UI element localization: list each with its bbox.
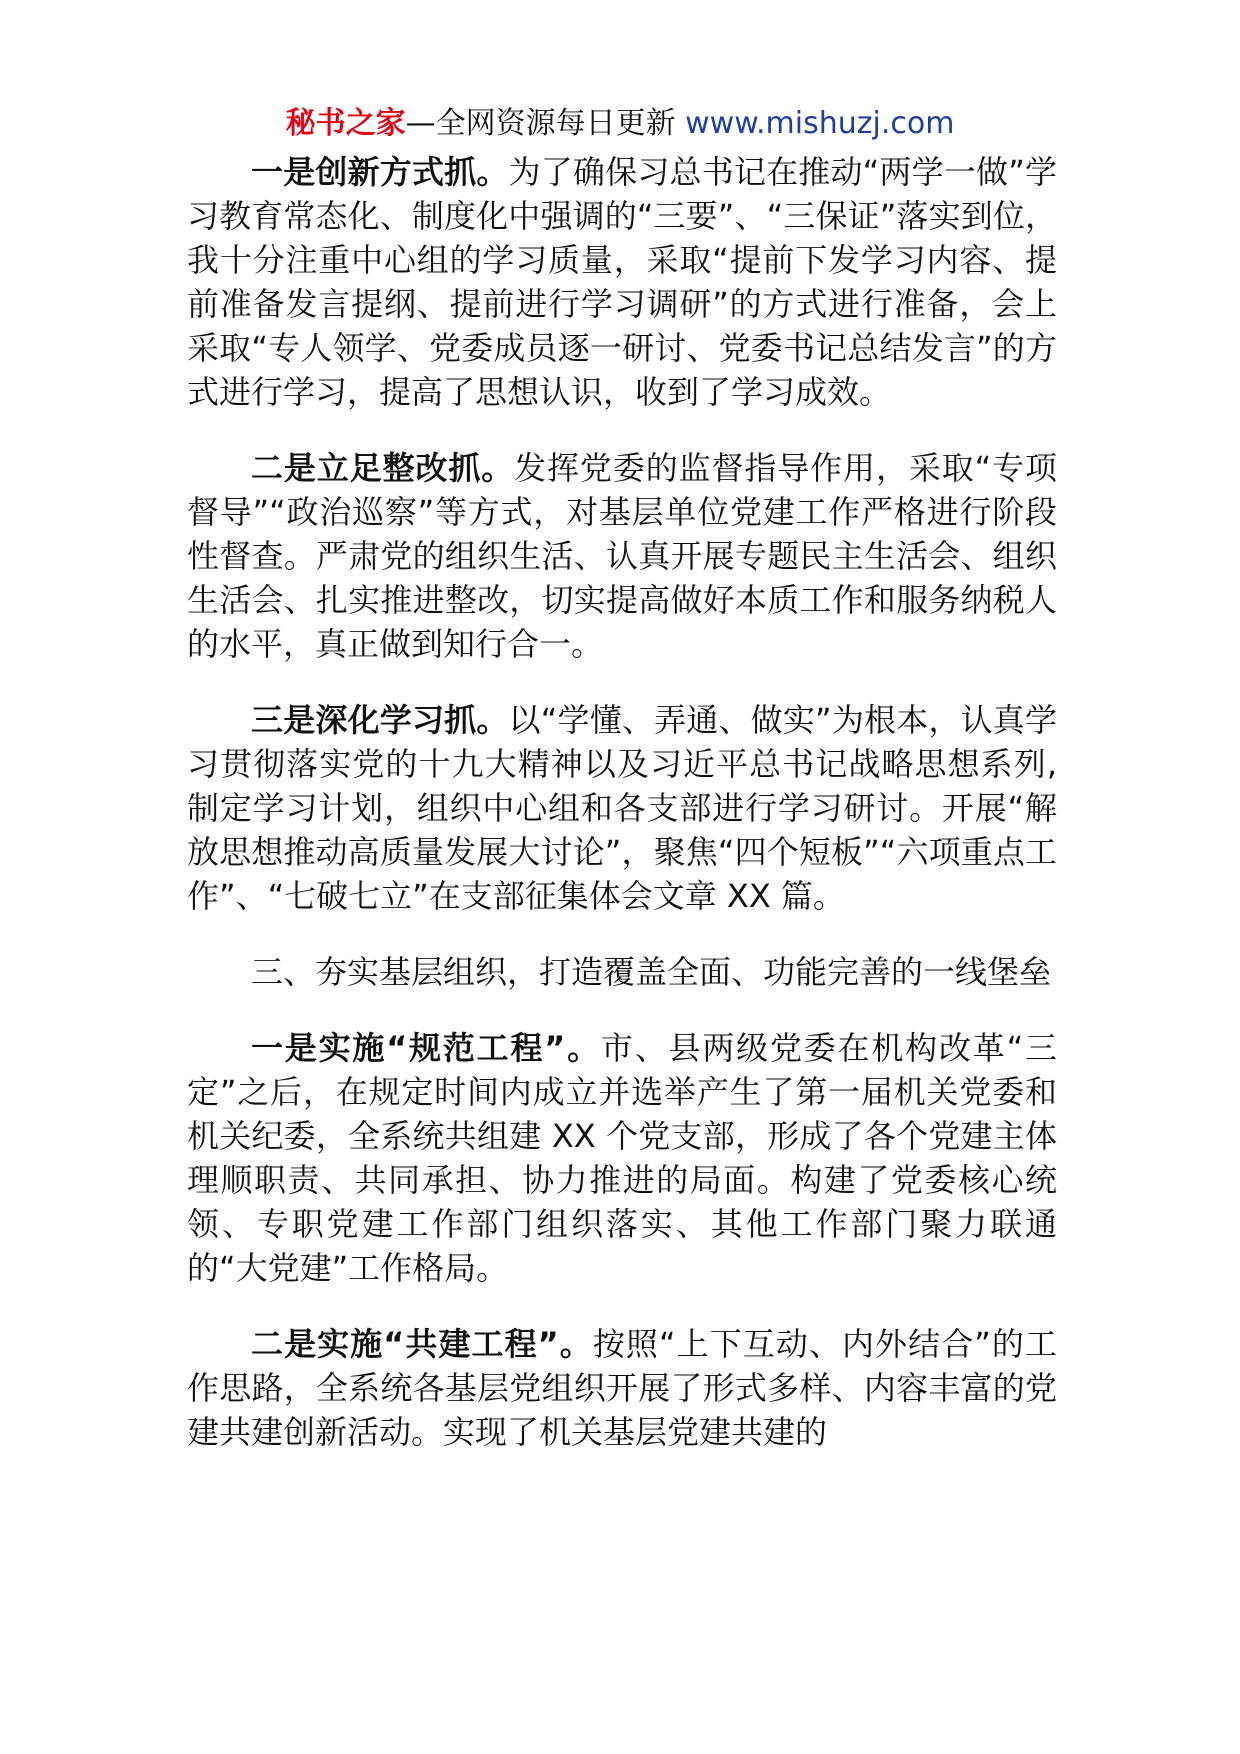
brand-name: 秘书之家: [285, 106, 406, 141]
paragraph-rectification: [187, 446, 1057, 666]
website-link[interactable]: www.mishuzj.com: [685, 106, 955, 141]
paragraph-innovation: [187, 150, 1057, 414]
paragraph-lead: 二是实施“共建工程”。: [251, 1325, 593, 1363]
paragraph-text: 以“学懂、弄通、做实”为根本，认真学习贯彻落实党的十九大精神以及习近平总书记战略思想系列,制定学习计划，组织中心组和各支部进行学习研讨。开展“解放思想推动高质量发展大讨论”，聚焦“四个短板”“六项重点工作”、“七破七立”在支部征集体会文章 XX 篇。: [187, 701, 1057, 915]
paragraph-standards-project: [187, 1026, 1057, 1290]
paragraph-study: [187, 698, 1057, 918]
paragraph-text: 为了确保习总书记在推动“两学一做”学习教育常态化、制度化中强调的“三要”、“三保证”落实到位，我十分注重中心组的学习质量，采取“提前下发学习内容、提前准备发言提纲、提前进行学习调研”的方式进行准备，会上采取“专人领学、党委成员逐一研讨、党委书记总结发言”的方式进行学习，提高了思想认识，收到了学习成效。: [187, 153, 1057, 411]
paragraph-text: 发挥党委的监督指导作用，采取“专项督导”“政治巡察”等方式，对基层单位党建工作严格进行阶段性督查。严肃党的组织生活、认真开展专题民主生活会、组织生活会、扎实推进整改，切实提高做好本质工作和服务纳税人的水平，真正做到知行合一。: [187, 449, 1057, 663]
paragraph-lead: 二是立足整改抓。: [251, 449, 515, 487]
document-body: [187, 150, 1057, 1486]
paragraph-joint-building-project: [187, 1322, 1057, 1454]
paragraph-text: 按照“上下互动、内外结合”的工作思路，全系统各基层党组织开展了形式多样、内容丰富的党建共建创新活动。实现了机关基层党建共建的: [187, 1325, 1057, 1451]
paragraph-lead: 三是深化学习抓。: [251, 701, 509, 739]
header-tagline: —全网资源每日更新: [405, 106, 686, 141]
paragraph-lead: 一是创新方式抓。: [251, 153, 509, 191]
section-heading: [187, 950, 1057, 994]
document-header: [0, 104, 1240, 144]
section-heading-text: 三、夯实基层组织，打造覆盖全面、功能完善的一线堡垒: [251, 953, 1052, 991]
paragraph-lead: 一是实施“规范工程”。: [251, 1029, 601, 1067]
paragraph-text: 市、县两级党委在机构改革“三定”之后，在规定时间内成立并选举产生了第一届机关党委和机关纪委，全系统共组建 XX 个党支部，形成了各个党建主体理顺职责、共同承担、协力推进的局面。构建了党委核心统领、专职党建工作部门组织落实、其他工作部门聚力联通的“大党建”工作格局。: [187, 1029, 1057, 1287]
